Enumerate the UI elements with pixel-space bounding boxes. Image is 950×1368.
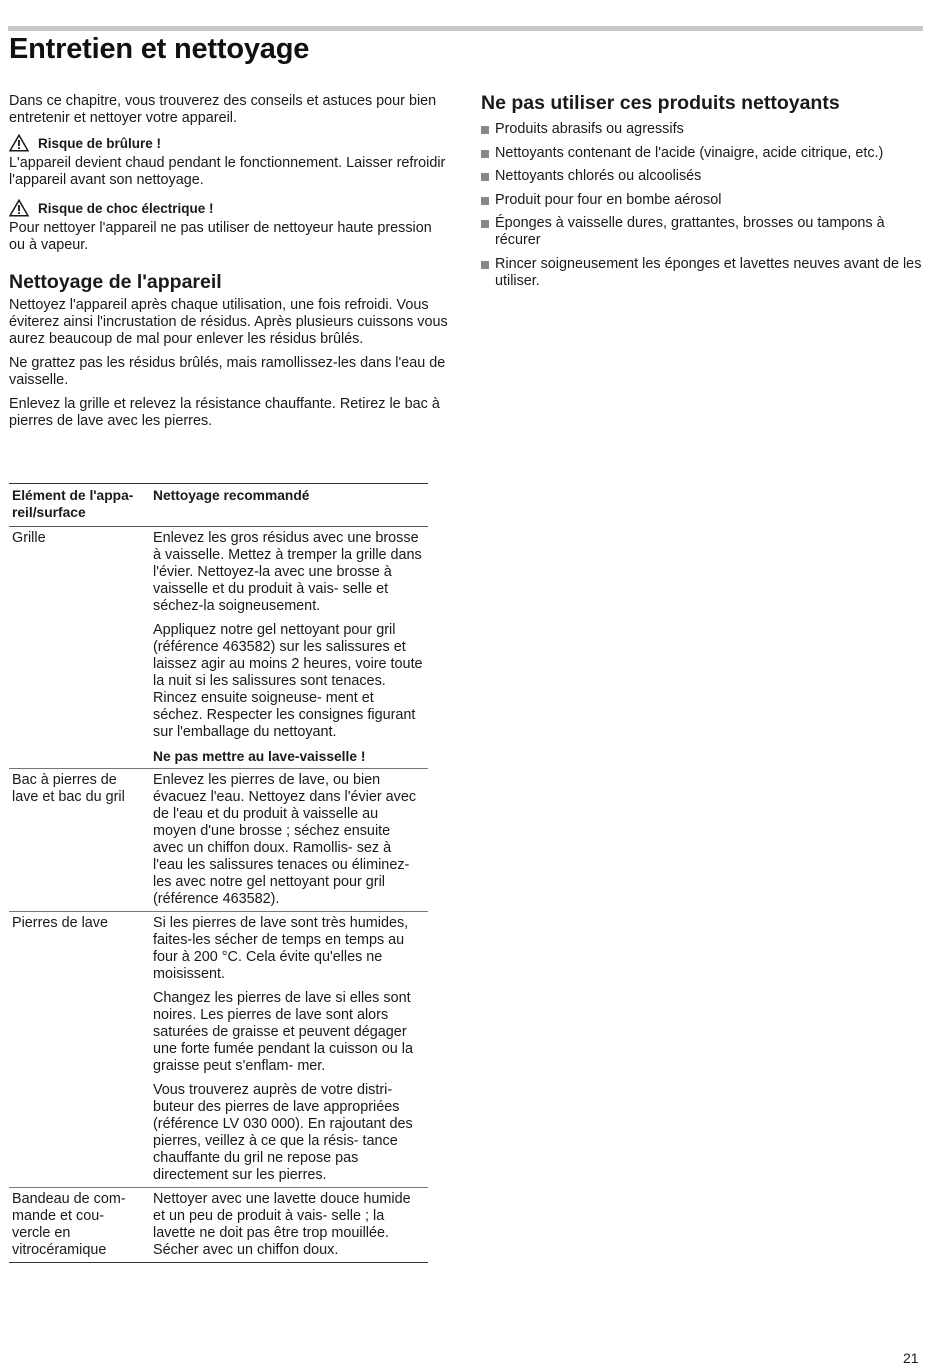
warning-shock-title-row [9,199,451,217]
table-header-row [9,484,428,527]
section-title-forbidden-products: Ne pas utiliser ces produits nettoyants [481,92,840,114]
cleaning-text: Enlevez les pierres de lave, ou bien évacuez l'eau. Nettoyez dans l'évier avec de l'eau et du produit à vaisselle au moyen d'une brosse ; séchez ensuite avec un chiffon doux. Ramollis- sez à l'eau les salissures tenaces ou éliminez-les avec notre gel nettoyant pour gril (référence 463582). [153,772,417,907]
table-header-cleaning: Nettoyage recommandé [150,484,428,527]
warning-shock-text: Pour nettoyer l'appareil ne pas utiliser de nettoyeur haute pression ou à vapeur. [9,220,432,253]
list-item [481,215,931,249]
warning-shock-title: Risque de choc électrique ! [38,200,214,216]
square-bullet-icon [481,220,489,228]
cleaning-paragraph: Nettoyez l'appareil après chaque utilisation, une fois refroidi. Vous éviterez ainsi l'incrustation de résidus. Après plusieurs cuissons vous aurez beaucoup de mal pour enlever les résidus brûlés. [9,297,448,347]
square-bullet-icon [481,150,489,158]
page-title: Entretien et nettoyage [9,33,310,65]
table-cell-element: Grille [9,527,150,769]
table-cell-cleaning [150,912,428,1188]
cleaning-text: Appliquez notre gel nettoyant pour gril (référence 463582) sur les salissures et laissez agir au moins 2 heures, voire toute la nuit si les salissures sont tenaces. Rincez ensuite soigneuse- ment et séchez. Respecter les consignes figurant sur l'emballage du nettoyant. [153,622,423,740]
list-item-text: Produits abrasifs ou agressifs [495,121,684,137]
list-item [481,256,931,290]
cleaning-text: Si les pierres de lave sont très humides, faites-les sécher de temps en temps au four à 200 °C. Cela évite qu'elles ne moisissent. [153,915,409,982]
cleaning-paragraph: Enlevez la grille et relevez la résistance chauffante. Retirez le bac à pierres de lave avec les pierres. [9,396,440,429]
table-cell-element: Pierres de lave [9,912,150,1188]
cleaning-text: Nettoyer avec une lavette douce humide et un peu de produit à vais- selle ; la lavette ne doit pas être trop mouillée. Sécher avec un chiffon doux. [153,1191,411,1258]
list-item-text: Éponges à vaisselle dures, grattantes, brosses ou tampons à récurer [495,215,885,249]
left-column [9,93,451,437]
table-cell-element: Bandeau de com- mande et cou- vercle en vitrocéramique [9,1188,150,1263]
page-number: 21 [903,1350,919,1366]
list-item-text: Nettoyants contenant de l'acide (vinaigre, acide citrique, etc.) [495,144,884,161]
cleaning-text: Changez les pierres de lave si elles sont noires. Les pierres de lave sont alors saturées de graisse et peuvent dégager une forte fumée pendant la cuisson ou la graisse peut s'enflam- mer. [153,990,414,1074]
table-cell-element: Bac à pierres de lave et bac du gril [9,769,150,912]
table-cell-cleaning [150,527,428,769]
table-row [9,1188,428,1263]
cleaning-note: Ne pas mettre au lave-vaisselle ! [153,749,366,764]
right-column [481,91,931,297]
cleaning-text: Enlevez les gros résidus avec une brosse à vaisselle. Mettez à tremper la grille dans l'évier. Nettoyez-la avec une brosse à vaisselle et du produit à vais- selle et séchez-la soigneusement. [153,530,422,614]
warning-triangle-icon [9,134,29,152]
table-header-element: Elément de l'appa- reil/surface [9,484,150,527]
table-row [9,912,428,1188]
square-bullet-icon [481,126,489,134]
warning-triangle-icon [9,199,29,217]
list-item [481,168,931,185]
list-item [481,192,931,209]
list-item-text: Nettoyants chlorés ou alcoolisés [495,168,702,185]
table-row [9,527,428,769]
list-item-text: Rincer soigneusement les éponges et lavettes neuves avant de les utiliser. [495,255,922,289]
warning-burn-title-row [9,134,451,152]
cleaning-paragraph: Ne grattez pas les résidus brûlés, mais ramollissez-les dans l'eau de vaisselle. [9,355,446,388]
warning-burn-title: Risque de brûlure ! [38,135,162,151]
list-item [481,145,931,162]
table-cell-cleaning [150,769,428,912]
square-bullet-icon [481,197,489,205]
square-bullet-icon [481,173,489,181]
forbidden-products-list [481,121,931,290]
table-row [9,769,428,912]
warning-burn-text: L'appareil devient chaud pendant le fonctionnement. Laisser refroidir l'appareil avant son nettoyage. [9,155,446,188]
cleaning-table [9,483,428,1263]
top-rule [8,26,923,31]
section-title-cleaning: Nettoyage de l'appareil [9,271,222,293]
square-bullet-icon [481,261,489,269]
list-item [481,121,931,138]
intro-paragraph: Dans ce chapitre, vous trouverez des conseils et astuces pour bien entretenir et nettoyer votre appareil. [9,93,437,126]
cleaning-text: Vous trouverez auprès de votre distri- buteur des pierres de lave appropriées (référence LV 030 000). En rajoutant des pierres, veillez à ce que la résis- tance chauffante du gril ne repose pas directement sur les pierres. [153,1082,413,1183]
list-item-text: Produit pour four en bombe aérosol [495,191,722,208]
table-cell-cleaning [150,1188,428,1263]
